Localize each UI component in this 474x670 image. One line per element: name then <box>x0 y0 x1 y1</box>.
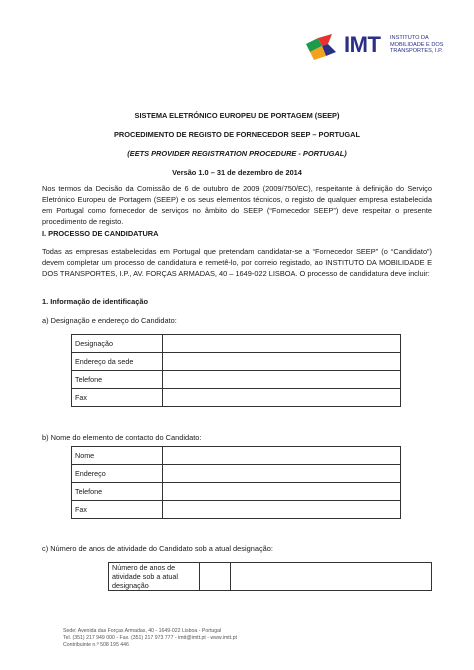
field-value-cell[interactable] <box>163 371 401 389</box>
field-value-cell[interactable] <box>163 465 401 483</box>
field-value-cell[interactable] <box>231 563 432 591</box>
field-label: Endereço da sede <box>72 353 163 371</box>
logo-subtitle-line: INSTITUTO DA <box>390 35 429 41</box>
years-activity-table <box>108 562 432 591</box>
table-row <box>72 447 401 465</box>
field-label: Nome <box>72 447 163 465</box>
document-subtitle: PROCEDIMENTO DE REGISTO DE FORNECEDOR SEEP – PORTUGAL <box>114 130 360 139</box>
section-heading: I. PROCESSO DE CANDIDATURA <box>42 229 159 238</box>
field-label: Fax <box>72 389 163 407</box>
field-label: Endereço <box>72 465 163 483</box>
table-row <box>72 465 401 483</box>
page-footer <box>63 628 237 649</box>
field-label: Telefone <box>72 371 163 389</box>
field-value-cell[interactable] <box>163 389 401 407</box>
field-label: Telefone <box>72 483 163 501</box>
applicant-address-table <box>71 334 401 407</box>
field-label: Número de anos de atividade sob a atual designação <box>109 563 200 591</box>
intro-paragraph: Nos termos da Decisão da Comissão de 6 de outubro de 2009 (2009/750/EC), respeitante à definição do Serviço Eletrónico Europeu de Portagem (SEEP) e os seus elementos técnicos, o registo de qualquer empresa estabelecida em Portugal como fornecedor de serviços no âmbito do SEEP (“Fornecedor SEEP”) deve respeitar o presente procedimento de registo. <box>42 184 432 226</box>
logo-subtitle-line: MOBILIDADE E DOS <box>390 41 444 48</box>
table-row <box>109 563 432 591</box>
section-paragraph: Todas as empresas estabelecidas em Portugal que pretendam candidatar-se a “Fornecedor SEEP” (o “Candidato”) devem completar um processo de candidatura e remetê-lo, por correio registado, ao INSTITUTO DA MOBILIDADE E DOS TRANSPORTES, I.P., AV. FORÇAS ARMADAS, 40 – 1649-022 LISBOA. O processo de candidatura deve incluir: <box>42 247 432 278</box>
field-label: Designação <box>72 335 163 353</box>
footer-contacts: Tel. (351) 217 949 000 - Fax. (351) 217 973 777 - imtt@imtt.pt - www.imtt.pt <box>63 635 237 641</box>
footer-tax-number: Contribuinte n.º 508 195 446 <box>63 642 129 648</box>
logo-subtitle <box>390 35 443 55</box>
field-value-cell[interactable] <box>163 447 401 465</box>
field-spacer-cell <box>200 563 231 591</box>
document-version: Versão 1.0 – 31 de dezembro de 2014 <box>172 168 302 177</box>
table-row <box>72 371 401 389</box>
table-row <box>72 501 401 519</box>
document-subtitle-english: (EETS PROVIDER REGISTRATION PROCEDURE - PORTUGAL) <box>127 149 347 158</box>
form-c-label: c) Número de anos de atividade do Candidato sob a atual designação: <box>42 544 273 553</box>
form-b-label: b) Nome do elemento de contacto do Candidato: <box>42 433 202 442</box>
footer-address: Sede: Avenida das Forças Armadas, 40 - 1649-022 Lisboa - Portugal <box>63 628 222 634</box>
table-row <box>72 353 401 371</box>
field-value-cell[interactable] <box>163 335 401 353</box>
table-row <box>72 483 401 501</box>
field-value-cell[interactable] <box>163 483 401 501</box>
logo-wordmark: IMT <box>344 32 381 57</box>
table-row <box>72 335 401 353</box>
document-title: SISTEMA ELETRÓNICO EUROPEU DE PORTAGEM (SEEP) <box>134 111 340 120</box>
logo-subtitle-line: TRANSPORTES, I.P. <box>390 48 443 55</box>
subsection-heading: 1. Informação de identificação <box>42 297 148 306</box>
field-value-cell[interactable] <box>163 353 401 371</box>
field-value-cell[interactable] <box>163 501 401 519</box>
table-row <box>72 389 401 407</box>
imt-logo-icon <box>306 34 342 60</box>
contact-person-table <box>71 446 401 519</box>
form-a-label: a) Designação e endereço do Candidato: <box>42 316 177 325</box>
imt-logo <box>306 30 456 66</box>
field-label: Fax <box>72 501 163 519</box>
